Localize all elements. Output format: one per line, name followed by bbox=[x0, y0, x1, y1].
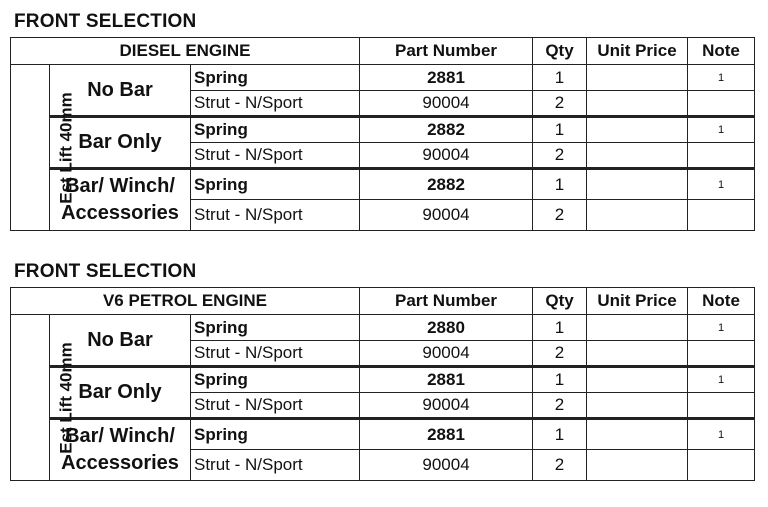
option-label: Bar/ Winch/ Accessories bbox=[50, 169, 191, 231]
qty-value: 1 bbox=[533, 65, 587, 91]
part-number: 90004 bbox=[360, 200, 533, 231]
part-number: 2882 bbox=[360, 117, 533, 143]
qty-value: 1 bbox=[533, 367, 587, 393]
part-number: 2881 bbox=[360, 419, 533, 450]
part-number: 2880 bbox=[360, 315, 533, 341]
note-value bbox=[688, 393, 755, 419]
lift-label-cell bbox=[11, 315, 76, 481]
qty-value: 1 bbox=[533, 169, 587, 200]
part-number: 90004 bbox=[360, 341, 533, 367]
unit-price-cell[interactable] bbox=[587, 200, 688, 231]
qty-value: 2 bbox=[533, 450, 587, 481]
part-number-header: Part Number bbox=[360, 38, 533, 65]
table-row bbox=[11, 169, 755, 200]
engine-header: V6 PETROL ENGINE bbox=[11, 288, 360, 315]
part-number: 90004 bbox=[360, 393, 533, 419]
component-label: Spring bbox=[191, 117, 360, 143]
component-label: Spring bbox=[191, 419, 360, 450]
part-number: 90004 bbox=[360, 450, 533, 481]
lift-label: Est Lift 40mm bbox=[56, 341, 76, 454]
part-number: 2882 bbox=[360, 169, 533, 200]
qty-value: 2 bbox=[533, 200, 587, 231]
parts-table bbox=[10, 37, 755, 231]
unit-price-cell[interactable] bbox=[587, 315, 688, 341]
table-row bbox=[11, 315, 755, 341]
note-value: 1 bbox=[688, 367, 755, 393]
unit-price-cell[interactable] bbox=[587, 367, 688, 393]
component-label: Spring bbox=[191, 65, 360, 91]
option-label: No Bar bbox=[50, 65, 191, 117]
component-label: Strut - N/Sport bbox=[191, 143, 360, 169]
engine-header: DIESEL ENGINE bbox=[11, 38, 360, 65]
option-label: Bar/ Winch/ Accessories bbox=[50, 419, 191, 481]
unit-price-cell[interactable] bbox=[587, 65, 688, 91]
qty-value: 2 bbox=[533, 91, 587, 117]
header-row bbox=[11, 288, 755, 315]
qty-value: 2 bbox=[533, 143, 587, 169]
qty-value: 1 bbox=[533, 315, 587, 341]
unit-price-header: Unit Price bbox=[587, 38, 688, 65]
part-number: 2881 bbox=[360, 367, 533, 393]
component-label: Spring bbox=[191, 367, 360, 393]
unit-price-cell[interactable] bbox=[587, 419, 688, 450]
unit-price-cell[interactable] bbox=[587, 117, 688, 143]
note-value bbox=[688, 200, 755, 231]
option-label: Bar Only bbox=[50, 117, 191, 169]
qty-header: Qty bbox=[533, 38, 587, 65]
note-value bbox=[688, 91, 755, 117]
part-number: 90004 bbox=[360, 91, 533, 117]
qty-value: 1 bbox=[533, 117, 587, 143]
option-label: Bar Only bbox=[50, 367, 191, 419]
unit-price-header: Unit Price bbox=[587, 288, 688, 315]
part-number-header: Part Number bbox=[360, 288, 533, 315]
section-title: FRONT SELECTION bbox=[14, 11, 197, 32]
table-row bbox=[11, 65, 755, 91]
header-row bbox=[11, 38, 755, 65]
unit-price-cell[interactable] bbox=[587, 341, 688, 367]
component-label: Spring bbox=[191, 169, 360, 200]
component-label: Strut - N/Sport bbox=[191, 91, 360, 117]
unit-price-cell[interactable] bbox=[587, 450, 688, 481]
note-value bbox=[688, 450, 755, 481]
table-row bbox=[11, 367, 755, 393]
table-row bbox=[11, 117, 755, 143]
component-label: Strut - N/Sport bbox=[191, 393, 360, 419]
parts-table bbox=[10, 287, 755, 481]
qty-header: Qty bbox=[533, 288, 587, 315]
component-label: Strut - N/Sport bbox=[191, 200, 360, 231]
component-label: Strut - N/Sport bbox=[191, 450, 360, 481]
unit-price-cell[interactable] bbox=[587, 91, 688, 117]
qty-value: 2 bbox=[533, 341, 587, 367]
note-value bbox=[688, 341, 755, 367]
note-header: Note bbox=[688, 288, 755, 315]
section-title: FRONT SELECTION bbox=[14, 261, 197, 282]
component-label: Spring bbox=[191, 315, 360, 341]
unit-price-cell[interactable] bbox=[587, 143, 688, 169]
part-number: 2881 bbox=[360, 65, 533, 91]
note-value: 1 bbox=[688, 65, 755, 91]
qty-value: 2 bbox=[533, 393, 587, 419]
qty-value: 1 bbox=[533, 419, 587, 450]
option-label: No Bar bbox=[50, 315, 191, 367]
unit-price-cell[interactable] bbox=[587, 393, 688, 419]
component-label: Strut - N/Sport bbox=[191, 341, 360, 367]
table-row bbox=[11, 419, 755, 450]
lift-label-cell bbox=[11, 65, 76, 231]
lift-label: Est Lift 40mm bbox=[56, 91, 76, 204]
note-value: 1 bbox=[688, 169, 755, 200]
note-value: 1 bbox=[688, 419, 755, 450]
note-header: Note bbox=[688, 38, 755, 65]
note-value: 1 bbox=[688, 117, 755, 143]
part-number: 90004 bbox=[360, 143, 533, 169]
note-value: 1 bbox=[688, 315, 755, 341]
note-value bbox=[688, 143, 755, 169]
unit-price-cell[interactable] bbox=[587, 169, 688, 200]
